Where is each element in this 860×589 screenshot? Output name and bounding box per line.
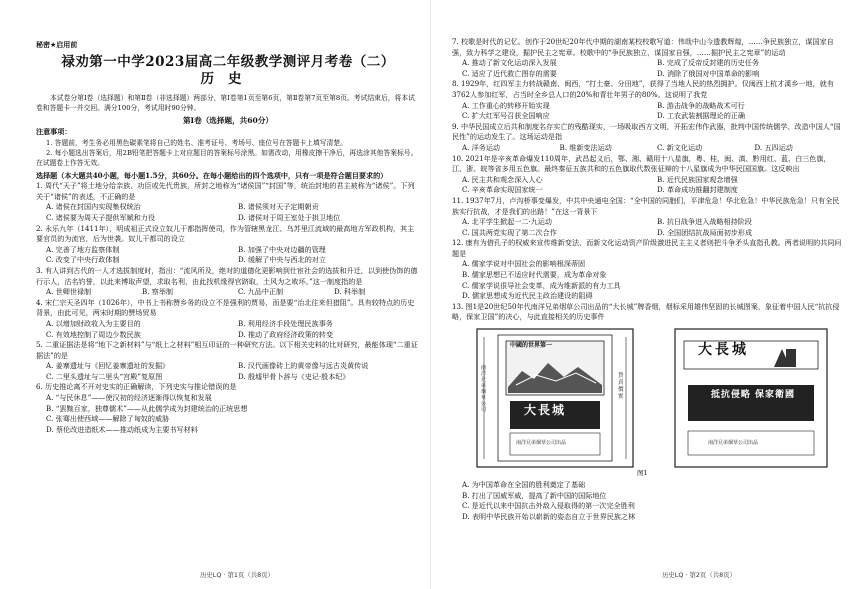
question (452, 302, 842, 323)
answer-option: C. 辛亥革命实现国家统一 (462, 185, 543, 195)
exam-intro: 本试卷分第Ⅰ卷（选择题）和第Ⅱ卷（非选择题）两部分，第Ⅰ卷第1页至第6页，第Ⅱ卷第7页至第8页。考试结束后，将本试卷和答题卡一并交回。满分100分，考试用时90分钟。 (36, 94, 415, 112)
question (452, 79, 842, 121)
answer-option: B. 维新变法运动 (559, 142, 612, 152)
question-stem: 2. 永乐九年（1411年），明成祖正式设立奴儿干都指挥使司，作为管辖黑龙江、乌苏里江流域的最高地方军政机构，其主要官员的为流官，后为世袭。奴儿干都司的设立 (36, 223, 415, 244)
question (452, 154, 842, 196)
question (36, 340, 420, 382)
question (452, 122, 842, 154)
footer-right: 历史LQ · 第2页（共8页） (662, 571, 736, 579)
box1-brand: 大長城 (524, 403, 567, 418)
question-stem: 6. 历史推论离不开对史实的正确解读，下列史实与推论错误的是 (36, 382, 237, 392)
question (36, 298, 420, 340)
answer-option: B. 汉代画像砖上的黄帝像与远古炎黄传说 (238, 361, 369, 371)
question-stem: 4. 宋仁宗天圣四年（1026年），中书上书称赞乡务的设立不是强利的贾易，而是要“治北往来但猎阻”。具有较特点的历史背景，由此可见，两宋时期的赞场贸易 (36, 297, 415, 318)
box2-bottom: 南洋兄弟烟草公司出品 (708, 440, 759, 447)
answer-option: C. 新文化运动 (657, 142, 703, 152)
answer-option: C. 张骞出使西域——解除了匈奴的威胁 (46, 414, 170, 424)
notes-title: 注意事项： (36, 127, 72, 136)
answer-option: D. 推动了政府经济政策的转变 (238, 329, 334, 339)
option-row (36, 372, 420, 383)
option-row (452, 217, 842, 228)
question-stem: 7. 校歌是时代的记忆。创作于20世纪20年代中期的湖南某校校歌写道：伟哉中山今遗教辉煌，……争民族独立，谋国家自强，致力科学之建设，掘护民主之宪章。校歌中的“争民族独立，谋国家自强，……掘护民主之宪章”的运动 (452, 37, 834, 57)
question-stem: 10. 2021年是辛亥革命爆发110周年，武昌起义后，鄂、湘、赣用十八星旗，粤、桂、闽、滇、黔用红、蓝、白三色旗，江、浙、皖等省多用五色旗。最终秦征五族共和的五色旗取代数张征辩的十八星旗成为中华民国国旗。这反映出 (452, 153, 831, 174)
answer-option: D. 殷墟甲骨卜辞与《史记·殷本纪》 (238, 371, 350, 381)
answer-option: B. 完成了反帝反封建的历史任务 (657, 58, 759, 68)
answer-option: A. 民主共和观念深入人心 (462, 174, 543, 184)
question-stem: 8. 1929年，红四军主力转战赣南、闽西，“打土豪、分田地”，获得了当地人民的热烈拥护。仅闽西上杭才溪乡一地，就有3762人参加红军，占当时全乡总人口的20%和青壮年男子的80%。这说明了我党 (452, 79, 834, 99)
answer-option: A. 诸侯在封国内实现集权统治 (46, 202, 141, 212)
answer-option: B. 诸侯须对天子定期朝贡 (238, 202, 319, 212)
answer-option: B. 加强了中央对边疆的管理 (238, 244, 326, 254)
box1-top-text: 中國的世界第一 (510, 342, 553, 350)
answer-option: C. 扩大红军号召获全国响应 (462, 111, 550, 121)
question (452, 196, 842, 238)
question (452, 37, 842, 79)
question-stem: 9. 中华民国成立后共和制度名存实亡的残酷现实，一场吸取西方文明，开拓宏伟作武器，批判中国传统儒学、改造中国人“国民性”的运动发生了。这场运动是指 (452, 121, 841, 142)
option-row (452, 69, 842, 80)
part1-title: 第Ⅰ卷（选择题，共60分） (182, 116, 274, 125)
answer-option: C. 是近代以来中国抗击外敌入侵取得的第一次完全胜利 (462, 501, 635, 511)
answer-option: A. 姜寨遗址与《回忆姜寨遗址的发掘》 (46, 361, 170, 371)
answer-option: D. 诸侯对于周王室处于拱卫地位 (238, 212, 341, 222)
box2-slogan: 抵抗侵略 保家衛國 (710, 390, 796, 401)
option-row (452, 101, 842, 112)
footer-left: 历史LQ · 第1页（共8页） (200, 571, 274, 579)
answer-option: D. 工农武装割据理论的正确 (657, 111, 745, 121)
question (36, 181, 420, 223)
answer-option: D. 革命成功推翻封建制度 (657, 185, 738, 195)
question-stem: 5. 二重证据法是将“地下之新材料”与“纸上之材料”相互印证的一种研究方法。以下相关史料的比对研究，最能体现“二重证据法”的是 (36, 340, 418, 360)
answer-option: A. 为中国革命在全国的胜利奠定了基础 (462, 480, 586, 490)
note-item: 1. 答题前，考生务必用黑色碳素笔将自己的姓名、准考证号、考场号、座位号在答题卡上填写清楚。 (46, 138, 347, 147)
answer-option: A. “与民休息”——使汉初的经济逐渐得以恢复和发展 (46, 393, 212, 403)
right-column (430, 0, 860, 589)
answer-option: A. 北平学生掀起一二·九运动 (462, 217, 552, 227)
option-row (452, 58, 842, 69)
box2-brand: 大長城 (698, 342, 749, 359)
answer-option: C. 诸侯要为周天子提供军赋和力役 (46, 212, 155, 222)
question-stem: 1. 周代“天子”将土地分给亲族、功臣或先代贵族，所封之地称为“诸侯国”“封国”等，统治封地的君主被称为“诸侯”。下列关于“诸侯”的表述，不正确的是 (36, 181, 415, 201)
option-row (452, 175, 842, 186)
answer-option: B. 察举制 (142, 287, 174, 297)
questions-left (36, 181, 420, 435)
secret-label: 秘密★启用前 (36, 41, 78, 49)
option-row (36, 202, 420, 213)
answer-option: D. 表明中华民族开始以崭新的姿态自立于世界民族之林 (462, 511, 636, 521)
answer-option: A. 完善了地方监察体制 (46, 244, 120, 254)
answer-option: B. 近代民族国家观念增强 (657, 174, 738, 184)
answer-option: B. 游击战争的战略战术可行 (657, 100, 745, 110)
exam-title: 禄劝第一中学2023届高二年级教学测评月考卷（二） (61, 54, 395, 70)
answer-option: A. 世卿世禄制 (46, 287, 92, 297)
option-row (452, 228, 842, 239)
answer-option: C. 适应了近代救亡图存的需要 (462, 68, 557, 78)
option-row (36, 255, 420, 266)
figure-caption: 图1 (637, 469, 648, 478)
option-row (36, 245, 420, 256)
answer-option: A. 儒家学说对中国社会的影响根深蒂固 (462, 259, 586, 269)
question-stem: 12. 康有为借孔子的权威来宣传维新变法，而新文化运动资产阶级激进民主主义者则把斗争矛头直指孔教。两者说明的共同问题是 (452, 238, 842, 258)
answer-option: B. “罢黜百家，独尊儒术”——从此儒学成为封建统治的正统思想 (46, 403, 248, 413)
box1-side-right: 貨真價實 (618, 373, 624, 401)
answer-option: D. 儒家思想成为近代民主政治建设的阻碍 (462, 291, 593, 301)
answer-option: A. 工作重心的转移开始实现 (462, 100, 550, 110)
answer-option: D. 缓解了中央与西北的对立 (238, 255, 326, 265)
option-row (452, 185, 842, 196)
figure-1 (452, 325, 842, 480)
option-row (36, 361, 420, 372)
answer-option: B. 利用经济手段处理民族事务 (238, 318, 333, 328)
section-heading: 选择题（本大题共40小题，每小题1.5分，共60分。在每小题给出的四个选项中，只有一项是符合题目要求的） (36, 170, 388, 180)
answer-option: D. 科举制 (334, 287, 366, 297)
question-stem: 3. 有人讲到古代的一人才选拔制度时，指出：“流风所及，绝对的道德化更影响到仕宦社会的选拔和升迁，以到使伪饰的德行示人，沽名钓誉，以此来博取声望，求取名利，由此找机缘得官跻取，土风为之败坏。”这一制度指的是 (36, 265, 418, 286)
question (36, 382, 420, 435)
answer-option: A. 推动了新文化运动深入发展 (462, 58, 557, 68)
answer-option: D. 消除了俄国对中国革命的影响 (657, 68, 760, 78)
question (36, 224, 420, 266)
questions-right (452, 37, 842, 323)
question-stem: 11. 1937年7月，卢沟桥事变爆发，中共中央通电全国：“全中国的同胞们，平津危急！华北危急！中华民族危急！只有全民族实行抗战，才是我们的出路！”在这一背景下 (452, 195, 840, 216)
box1-side-left: 南洋兄弟烟草公司 (481, 365, 487, 414)
answer-option: C. 改变了中央行政体制 (46, 255, 120, 265)
box1-bottom: 南洋兄弟烟草公司出品 (516, 440, 567, 447)
question (452, 238, 842, 302)
answer-option: A. 洋务运动 (462, 142, 501, 152)
option-row (36, 213, 420, 224)
option-row (452, 111, 842, 122)
answer-option: C. 儒家学说很导社会变革，成为维新派的有力工具 (462, 280, 621, 290)
answer-option: A. 以增加财政收入为主要目的 (46, 318, 141, 328)
answer-option: C. 有效地控制了周边少数民族 (46, 329, 141, 339)
answer-option: D. 蔡伦改进造纸术——推动纸成为主要书写材料 (46, 424, 198, 434)
exam-subject: 历史 (200, 71, 256, 87)
answer-option: C. 国共两党实现了第二次合作 (462, 227, 557, 237)
question-13-options (452, 480, 842, 522)
option-row (452, 143, 842, 154)
option-row (36, 330, 420, 341)
answer-option: C. 二里头遗址与二里头“宫殿”复原图 (46, 371, 163, 381)
answer-option: D. 全国团结抗战局面初步形成 (657, 227, 753, 237)
option-row (36, 287, 420, 298)
answer-option: B. 儒家思想已不适应时代需要，成为革命对象 (462, 270, 607, 280)
answer-option: D. 五四运动 (754, 142, 793, 152)
question-stem: 13. 图1是20世纪50年代南洋兄弟烟草公司出品的“大长城”牌香烟，烟标采用雄伟坚固的长城图案，象征着中国人民“抗抗侵略，保家卫国”的决心，与此直接相关的历史事件 (452, 301, 840, 322)
answer-option: C. 九品中正制 (238, 287, 284, 297)
note-item: 2. 每小题选出答案后，用2B铅笔把答题卡上对应题目的答案标号涂黑。如需改动，用橡皮擦干净后，再选涂其他答案标号。在试题卷上作答无效。 (36, 148, 418, 167)
question (36, 266, 420, 298)
answer-option: B. 打出了国威军威，提高了新中国的国际地位 (462, 490, 607, 500)
answer-option: B. 抗日战争进入战略相持阶段 (657, 217, 752, 227)
option-row (36, 319, 420, 330)
